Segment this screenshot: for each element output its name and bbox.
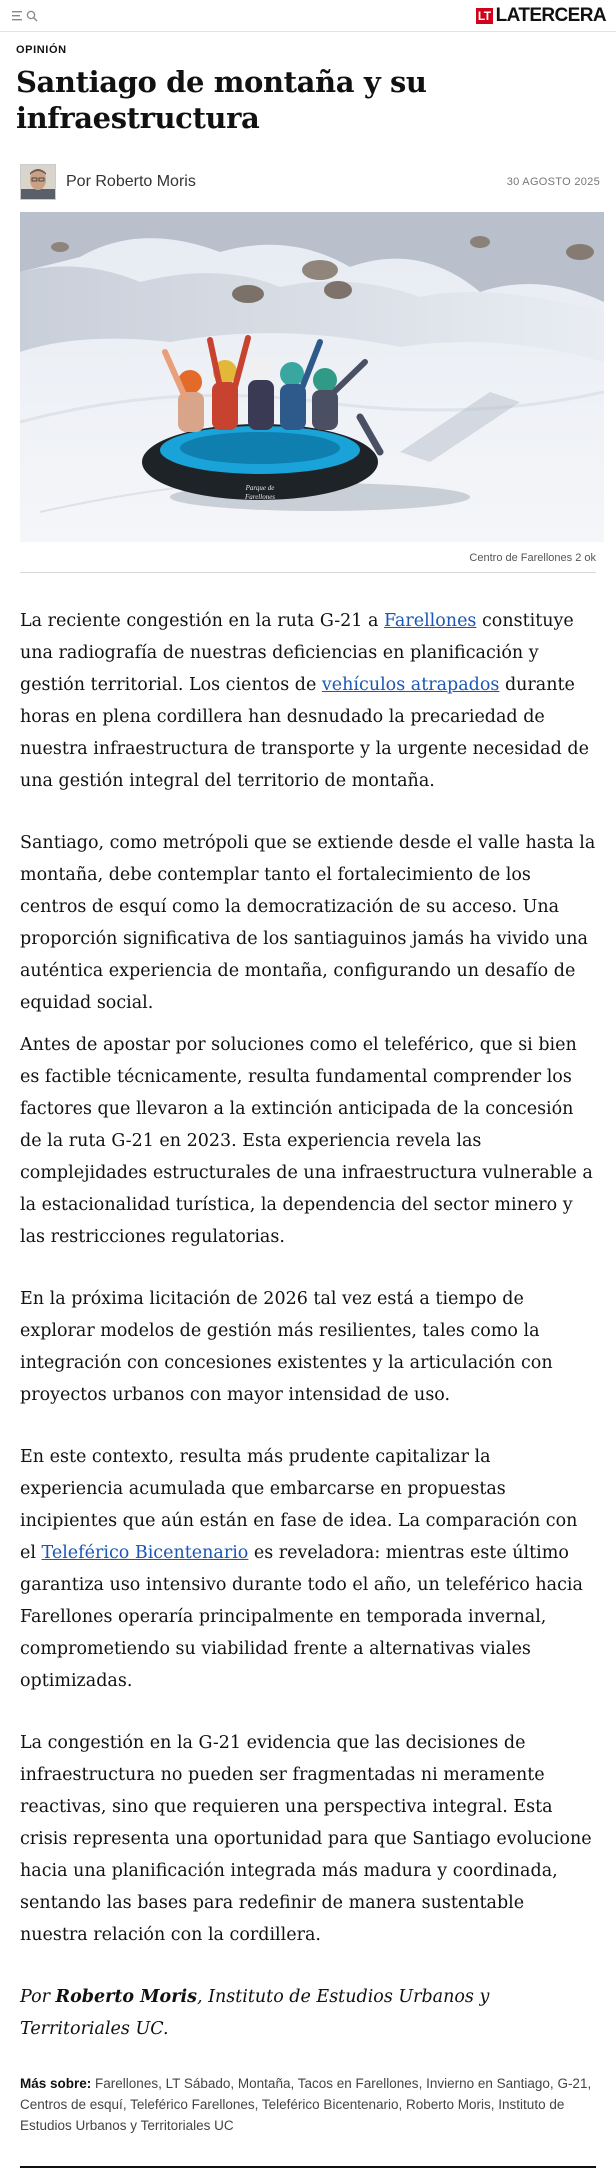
paragraph-1: La reciente congestión en la ruta G-21 a Farellones constituye una radiografía de nuestras deficiencias en planificación y gestión territorial. Los cientos de vehículos atrapados durante horas en plena cordillera han desnudado la precariedad de nuestra infraestructura de transporte y la urgente necesidad de una gestión integral del territorio de montaña. xyxy=(20,611,589,791)
link-vehiculos-atrapados[interactable]: vehículos atrapados xyxy=(321,675,500,695)
tag-link[interactable]: Teleférico Bicentenario xyxy=(261,2097,399,2112)
tags-label: Más sobre: xyxy=(20,2076,92,2091)
paragraph-4: En la próxima licitación de 2026 tal vez está a tiempo de explorar modelos de gestión más resilientes, tales como la integración con concesiones existentes y la articulación con proyectos urbanos con mayor intensidad de uso. xyxy=(20,1289,553,1405)
paragraph-3: Antes de apostar por soluciones como el teleférico, que si bien es factible técnicamente, resulta fundamental comprender los factores que llevaron a la extinción anticipada de la concesión de la ruta G-21 en 2023. Esta experiencia revela las complejidades estructurales de una infraestructura vulnerable a la estacionalidad turística, la dependencia del sector minero y las restricciones regulatorias. xyxy=(20,1035,593,1247)
hamburger-icon xyxy=(12,11,24,21)
tag-link[interactable]: Tacos en Farellones xyxy=(297,2076,419,2091)
tag-link[interactable]: LT Sábado xyxy=(165,2076,231,2091)
paragraph-6: La congestión en la G-21 evidencia que las decisiones de infraestructura no pueden ser fragmentadas ni meramente reactivas, sino que requieren una perspectiva integral. Esta crisis representa una oportunidad para que Santiago evolucione hacia una planificación integrada más madura y coordinada, sentando las bases para redefinir de manera sustentable nuestra relación con la cordillera. xyxy=(20,1733,592,1945)
byline-author xyxy=(66,173,196,191)
tag-link[interactable]: Teleférico Farellones xyxy=(130,2097,255,2112)
hero-image xyxy=(20,212,604,542)
byline xyxy=(20,164,600,200)
logo-wordmark: LATERCERA xyxy=(495,4,606,26)
publish-date: 30 AGOSTO 2025 xyxy=(506,176,600,188)
paragraph-2: Santiago, como metrópoli que se extiende desde el valle hasta la montaña, debe contemplar tanto el fortalecimiento de los centros de esquí como la democratización de su acceso. Una proporción significativa de los santiaguinos jamás ha vivido una auténtica experiencia de montaña, configurando un desafío de equidad social. xyxy=(20,833,596,1013)
link-teleferico-bicentenario[interactable]: Teleférico Bicentenario xyxy=(41,1543,249,1563)
byline-prefix: Por xyxy=(66,173,91,190)
author-avatar[interactable] xyxy=(20,164,56,200)
image-caption: Centro de Farellones 2 ok xyxy=(20,552,596,573)
bottom-divider xyxy=(20,2166,596,2168)
tags-list: Farellones, LT Sábado, Montaña, Tacos en Farellones, Invierno en Santiago, G-21, Centros de esquí, Teleférico Farellones, Teleférico Bicentenario, Roberto Moris, Instituto de Estudios Urbanos y Territoriales UC xyxy=(20,2076,592,2133)
signature-name: Roberto Moris xyxy=(55,1987,197,2007)
author-link[interactable]: Roberto Moris xyxy=(95,173,196,190)
link-farellones[interactable]: Farellones xyxy=(383,611,477,631)
article-title: Santiago de montaña y su infraestructura xyxy=(16,65,427,135)
author-signature: Por Roberto Moris, Instituto de Estudios Urbanos y Territoriales UC. xyxy=(20,1987,490,2039)
top-bar xyxy=(0,0,616,32)
site-logo[interactable] xyxy=(476,5,606,27)
paragraph-5: En este contexto, resulta más prudente capitalizar la experiencia acumulada que embarcarse en propuestas incipientes que aún están en fase de idea. La comparación con el Teleférico Bicentenario es reveladora: mientras este último garantiza uso intensivo durante todo el año, un teleférico hacia Farellones operaría principalmente en temporada invernal, comprometiendo su viabilidad frente a alternativas viales optimizadas. xyxy=(20,1447,583,1691)
search-icon xyxy=(26,10,38,22)
tag-link[interactable]: Roberto Moris xyxy=(406,2097,491,2112)
tag-link[interactable]: Centros de esquí xyxy=(20,2097,123,2112)
hero-sign-line-2: Farellones xyxy=(244,493,276,501)
logo-mark: LT xyxy=(477,8,491,23)
hero-sign-line-1: Parque de xyxy=(245,484,275,492)
tag-link[interactable]: Invierno en Santiago xyxy=(426,2076,550,2091)
tag-link[interactable]: G-21 xyxy=(557,2076,588,2091)
tags-section xyxy=(20,2073,596,2136)
tag-link[interactable]: Montaña xyxy=(237,2076,291,2091)
article-body xyxy=(20,605,596,1951)
tag-link[interactable]: Farellones xyxy=(95,2076,159,2091)
menu-search-button[interactable] xyxy=(12,10,38,22)
tag-link[interactable]: Instituto de Estudios Urbanos y Territoriales UC xyxy=(20,2097,565,2133)
section-label[interactable]: OPINIÓN xyxy=(16,44,67,56)
